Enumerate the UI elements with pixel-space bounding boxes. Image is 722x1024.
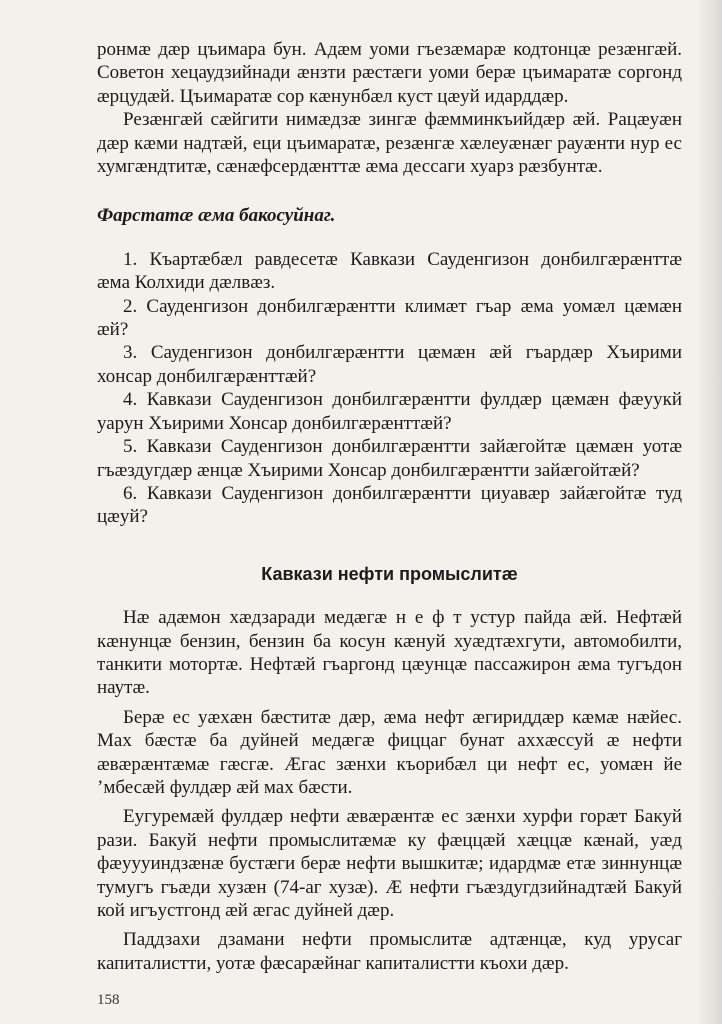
paragraph: Еугуремæй фулдæр нефти æвæрæнтæ ес зæнхи хурфи горæт Бакуй рази. Бакуй нефти промыслитæмæ ку фæццæй хæццæ кæнай, уæд фæуууиндзæнæ бустæги берæ нефти вышкитæ; идардмæ етæ зиннунцæ тумугъ гъæди хузæн (74-аг хузæ). Æ нефти гъæздугдзийнадтæй Бакуй кой игъустгонд æй æгас дуйней дæр. (97, 806, 682, 921)
questions-heading: Фарстатæ æма бакосуйнаг. (97, 205, 336, 227)
paragraph: Нæ адæмон хæдзаради медæгæ н е ф т устур пайда æй. Нефтæй кæнунцæ бензин, бензин ба косун кæнуй хуæдтæхгути, автомобилти, танкити мотортæ. Нефтæй гъаргонд цæунцæ пассажирон æма тугъдон наутæ. (97, 607, 682, 699)
section-title: Кавкази нефти промыслитæ (261, 563, 518, 584)
paragraph: Паддзахи дзамани нефти промыслитæ адтæнцæ, куд урусаг капиталистти, уотæ фæсарæйнаг капиталистти къохи дæр. (97, 929, 682, 974)
paragraph: ронмæ дæр цъимара бун. Адæм уоми гъезæмарæ кодтонцæ резæнгæй. Советон хецаудзийнади æнзти рæстæги уоми берæ цъимаратæ соргонд æрцудæй. Цъимаратæ сор кæнунбæл куст цæуй идарддæр. (97, 39, 682, 107)
question-item: 1. Къартæбæл равдесетæ Кавкази Сауденгизон донбилгæрæнттæ æма Колхиди дæлвæз. (97, 248, 682, 294)
question-item: 5. Кавкази Сауденгизон донбилгæрæнтти зайæгойтæ цæмæн уотæ гъæздугдæр æнцæ Хъирими Хонсар донбилгæрæнтти зайæгойтæй? (97, 436, 682, 481)
question-item: 6. Кавкази Сауденгизон донбилгæрæнтти циуавæр зайæгойтæ туд цæуй? (97, 482, 682, 528)
paragraph: Берæ ес уæхæн бæститæ дæр, æма нефт æгириддæр кæмæ нæйес. Мах бæстæ ба дуйней медæгæ фиццаг бунат аххæссуй æ нефти æвæрæнтæмæ гæсгæ. Æгас зæнхи къорибæл ци нефт ес, уомæн йе ’мбесæй фулдæр æй мах бæсти. (97, 706, 682, 798)
question-item: 2. Сауденгизон донбилгæрæнтти климæт гъар æма уомæл цæмæн æй? (97, 295, 682, 341)
page-body (97, 38, 682, 975)
question-item: 4. Кавкази Сауденгизон донбилгæрæнтти фулдæр цæмæн фæуукй уарун Хъирими Хонсар донбилгæрæнттæй? (97, 389, 682, 434)
paragraph: Резæнгæй сæйгити нимæдзæ зингæ фæмминкъийдæр æй. Рацæуæн дæр кæми надтæй, еци цъимаратæ, резæнгæ хæлеуæнæг рауæнти нур ес хумгæндтитæ, сæнæфсердæнттæ æма дессаги хуарз рæзбунтæ. (97, 109, 682, 178)
page-number: 158 (97, 992, 120, 1008)
page-edge-shadow (696, 0, 722, 1024)
question-item: 3. Сауденгизон донбилгæрæнтти цæмæн æй гъардæр Хъирими хонсар донбилгæрæнттæй? (97, 342, 682, 387)
